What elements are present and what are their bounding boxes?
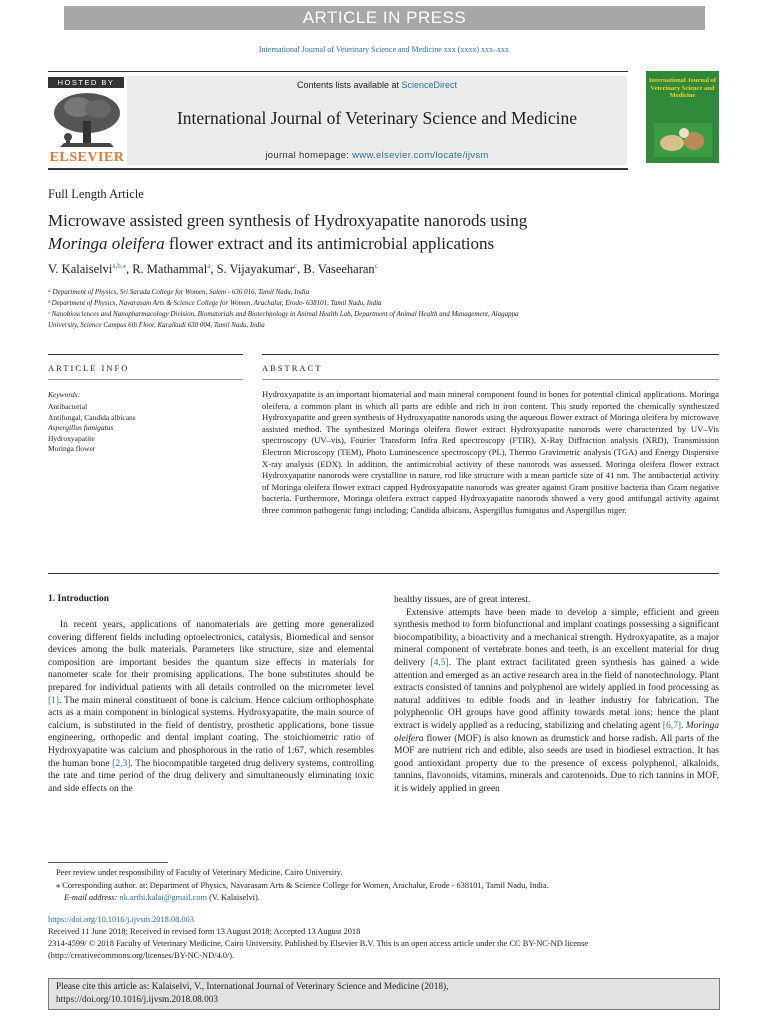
hosted-by-label: HOSTED BY: [48, 77, 124, 88]
author-name: R. Mathammal: [132, 262, 208, 277]
intro-text: In recent years, applications of nanomaterials are getting more generalized covering different fields including optoelectronics, catalysis, Biomedical and sensor devices among the bulk materials. Parameters like structure, size and elemental composition are important besides the quantum size effects in materials for nanometer scale for their promising applications. The bone substitutes should be prepared for individual patients with all details controlled on the micrometer level: [48, 620, 374, 693]
journal-title: International Journal of Veterinary Science and Medicine: [176, 108, 578, 128]
abstract-text: Hydroxyapatite is an important biomaterial and main mineral component found in bones for potential clinical applications. Moringa oleifera, a common plant in which all parts are edible and rich in iron content. This study reported the chemically synthesized Hydroxyapatite and green synthesis of Hydroxyapatite nanorods using the aqueous flower extract of Moringa oleifera by microwave assisted method. The synthesized Moringa oleifera flower extract Hydroxyapatite nanorods were characterized by UV–Vis spectroscopy (UV–vis), Fourier Transform Infra Red spectroscopy (FTIR), X-Ray Diffraction analysis (XRD), Transmission Electron Microscopy (TEM), Photo Luminescence spectroscopy (PL), Thermo Gravimetric analysis (TGA) and Energy Dispersive X-ray analysis (EDX). In addition, the antimicrobial activity of these nanorods was assessed. Moringa oleifera flower extract Hydroxyapatite nanorods were crystalline in nature, rod like structure with a mean particle size of 41 nm. The antibacterial activity of Moringa oleifera flower extract capped Hydroxyapatite nanorods was greater against Gram positive bacteria than Gram negative bacteria. Furthermore, Moringa oleifera extract capped Hydroxyapatite nanorods showed a very good antifungal activity against three common pathogenic fungi including; Candida albicans, Aspergillus fumigatus and Aspergillus niger.: [262, 389, 719, 515]
abstract-heading: ABSTRACT: [262, 363, 323, 373]
title-line-2-rest: flower extract and its antimicrobial applications: [164, 234, 495, 253]
keywords-list: [48, 402, 136, 455]
affiliation: ᵇ Department of Physics, Navarasam Arts & Science College for Women, Arachalur, Erode- 638101, Tamil Nadu, India: [48, 299, 382, 307]
footnote-corresponding: ⁎ Corresponding author. at: Department of Physics, Navarasam Arts & Science College for Women, Arachalur, Erode - 638101, Tamil Nadu, India.: [56, 881, 549, 890]
author-name: V. Kalaiselvi: [48, 262, 113, 277]
contents-prefix: Contents lists available at: [296, 80, 402, 90]
intro-left-column: [48, 619, 374, 795]
title-line-2: [48, 232, 688, 255]
affiliation: ᶜ Nanobiosciences and Nanopharmacology Division, Biomaterials and Biotechnology in Animal Health Lab, Department of Animal Health and Management, Alagappa: [48, 310, 519, 318]
journal-cover-image[interactable]: [646, 71, 719, 163]
intro-paragraph: [48, 619, 374, 795]
email-label: E-mail address:: [64, 893, 120, 902]
received-dates: Received 11 June 2018; Received in revised form 13 August 2018; Accepted 13 August 2018: [48, 927, 361, 936]
contents-available: [127, 80, 627, 90]
footnote-email: [64, 892, 744, 904]
license-line-2[interactable]: (http://creativecommons.org/licenses/BY-NC-ND/4.0/).: [48, 951, 235, 960]
license-line-1: 2314-4599/ © 2018 Faculty of Veterinary Medicine, Cairo University. Published by Elsevier B.V. This is an open access article under the CC BY-NC-ND license: [48, 939, 589, 948]
keyword: Antibacterial: [48, 402, 88, 411]
article-info-rule: [48, 354, 243, 355]
email-link[interactable]: nk.arthi.kalai@gmail.com: [119, 893, 208, 902]
keyword: Aspergillus fumigatus: [48, 423, 114, 433]
doi-link[interactable]: [48, 914, 728, 926]
author-affil-sup[interactable]: c: [294, 262, 298, 270]
citation-link[interactable]: [6,7]: [662, 720, 681, 731]
masthead-bottom-rule: [48, 168, 628, 170]
intro-paragraph: [394, 607, 719, 796]
author-name: B. Vaseeharan: [303, 262, 375, 277]
keyword: Moringa flower: [48, 444, 96, 454]
author[interactable]: [132, 262, 210, 276]
author-name: S. Vijayakumar: [216, 262, 295, 277]
keyword: Antifungal, Candida albicans: [48, 412, 136, 422]
email-suffix: (V. Kalaiselvi).: [207, 893, 260, 902]
keyword: Hydroxyapatite: [48, 433, 95, 443]
affiliation: ᵃ Department of Physics, Sri Sarada College for Women, Salem - 636 016, Tamil Nadu, India: [48, 288, 310, 296]
intro-text: . The biocompatible targeted drug delivery systems, controlling the rate and time period of the drug delivery and simultaneously eliminating toxic and side effects on the: [48, 758, 374, 794]
affiliations: [48, 287, 648, 331]
footnote-peer-review: Peer review under responsibility of Faculty of Veterinary Medicine, Cairo University.: [56, 868, 343, 877]
abstract-bottom-rule: [48, 573, 719, 574]
title-line-1: Microwave assisted green synthesis of Hydroxyapatite nanorods using: [48, 211, 528, 230]
abstract-rule: [262, 354, 719, 355]
article-title: [48, 209, 688, 255]
journal-homepage: [127, 150, 627, 161]
affiliation: University, Science Campus 6th Floor, Karaikudi 630 004, Tamil Nadu, India: [48, 321, 265, 329]
footnote-rule: [48, 862, 168, 863]
article-type: Full Length Article: [48, 187, 144, 201]
elsevier-tree-logo-icon: [50, 91, 124, 149]
intro-text: . The main mineral constituent of bone is calcium. Hence calcium orthophosphate acts as a main component in biological systems. Hydroxyapatite, the main source of calcium, is substituted in the field of dentistry, prosthetic applications, bone tissue engineering, orthopedic and dental implant coating. The stoichiometric ratio of Hydroxyapatite was calcium and phosphorous in the ratio of 1:67, which resembles the human bone: [48, 695, 374, 769]
keywords-label: Keywords:: [48, 390, 81, 399]
author-affil-sup[interactable]: c: [374, 262, 378, 270]
author-separator: ,: [297, 262, 304, 277]
citation-link[interactable]: [1]: [48, 695, 60, 706]
citation-text: [56, 981, 716, 1006]
citation-line-2[interactable]: https://doi.org/10.1016/j.ijvsm.2018.08.003: [56, 994, 219, 1005]
homepage-prefix: journal homepage:: [265, 150, 353, 161]
sciencedirect-link[interactable]: ScienceDirect: [401, 80, 458, 90]
author-list: [48, 262, 378, 277]
section-heading-introduction: 1. Introduction: [48, 594, 110, 604]
author-affil-sup[interactable]: a,b,⁎: [112, 262, 126, 270]
journal-reference-link[interactable]: International Journal of Veterinary Science and Medicine xxx (xxxx) xxx–xxx: [258, 45, 510, 54]
homepage-link[interactable]: www.elsevier.com/locate/ijvsm: [352, 150, 489, 161]
intro-text: Extensive attempts have been made to develop a simple, efficient and green synthesis method to form biofunctional and implant coatings possessing a significant biocompatibility, a bioactivity and a mechanical strength. Hydroxyapatite, as a major mineral component of vertebrate bones and teeth, is an excellent material for drug delivery: [394, 607, 719, 668]
author[interactable]: [303, 262, 377, 276]
citation-line-1: Please cite this article as: Kalaiselvi, V., International Journal of Veterinary Science and Medicine (2018),: [56, 982, 449, 992]
intro-species: Moringa oleifera: [394, 720, 720, 744]
citation-link[interactable]: [2,3]: [112, 758, 131, 769]
doi-text[interactable]: https://doi.org/10.1016/j.ijvsm.2018.08.003: [48, 915, 194, 924]
title-species: Moringa oleifera: [48, 234, 165, 253]
article-info-subrule: [48, 379, 243, 380]
abstract-subrule: [262, 379, 719, 380]
intro-right-column: [394, 594, 719, 796]
intro-text: .: [680, 720, 686, 731]
author[interactable]: [217, 262, 298, 276]
author-separator: ,: [125, 262, 133, 277]
author-separator: ,: [210, 262, 217, 277]
intro-text: flower (MOF) is also known as drumstick and horse radish. All parts of the MOF are nutrient rich and edible, also seeds are used in biodiesel extraction. It has good antioxidant property due to the presence of excess polyphenol, alkaloids, tannins, flavonoids, vitamins, minerals and carotenoids. Due to rich tannins in MOF, it is widely applied in green: [394, 733, 719, 794]
cover-animals-icon: [654, 123, 712, 157]
article-in-press-banner: ARTICLE IN PRESS: [64, 6, 705, 30]
author-affil-sup[interactable]: a: [207, 262, 211, 270]
citation-link[interactable]: [4,5]: [430, 657, 449, 668]
intro-text: . The plant extract facilitated green synthesis has gained a wide attention and emerged as an active research area in the field of nanotechnology. Plant extracts consisted of tannins and polyphenol are widely applied in food processing as natural additives to edible foods and in leather industry for fabrication. The polyphenolic OH groups have good affinity towards metal ions; hence the plant extract is widely applied as a reducing, stabilizing and chelating agent: [394, 657, 719, 731]
author[interactable]: [48, 262, 126, 276]
cover-title: International Journal of Veterinary Science and Medicine: [648, 77, 717, 99]
intro-paragraph: healthy tissues, are of great interest.: [394, 595, 531, 605]
article-info-heading: ARTICLE INFO: [48, 363, 130, 373]
elsevier-wordmark: ELSEVIER: [49, 150, 125, 165]
masthead-top-rule: [48, 71, 628, 72]
